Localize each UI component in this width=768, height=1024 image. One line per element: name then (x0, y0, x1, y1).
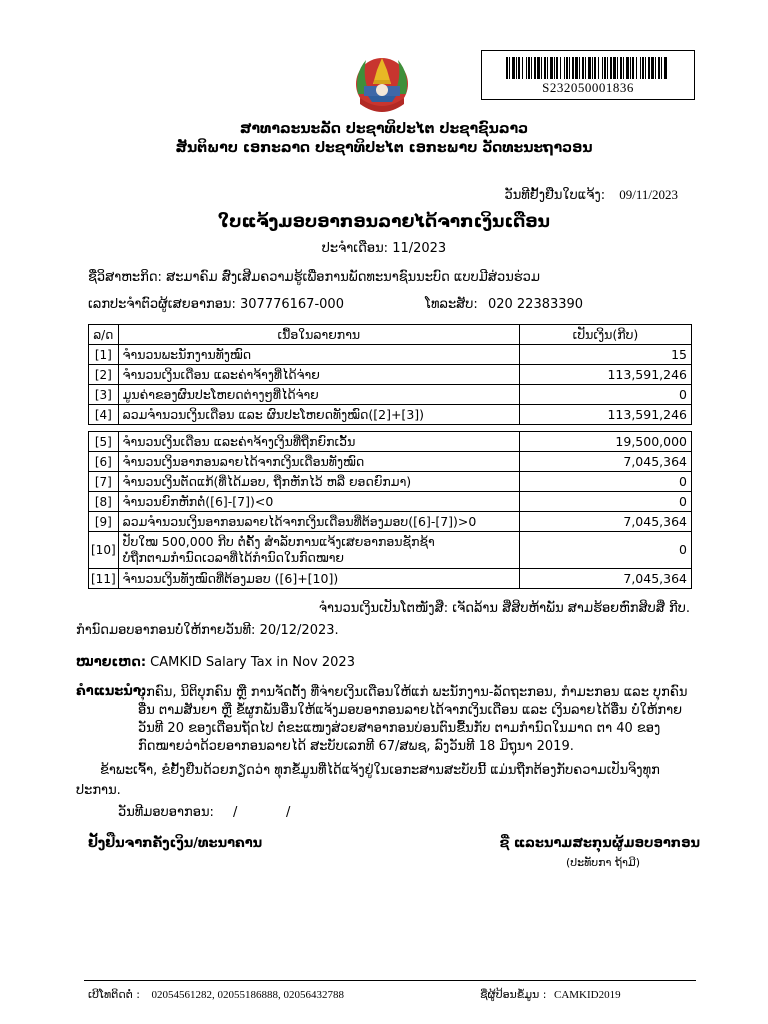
barcode-bar (528, 57, 530, 79)
note (76, 655, 355, 670)
bank-certification-signature: ຢັ້ງຢືນຈາກຄັງເງິນ/ທະນາຄານ (88, 836, 263, 851)
row-no: [5] (89, 432, 119, 452)
row-description: ຈຳນວນເງິນເດືອນ ແລະຄ່າຈ້າງທີ່ໄດ້ຈ່າຍ (118, 365, 519, 385)
barcode-bar (560, 57, 561, 79)
table-row (89, 472, 692, 492)
row-amount: 7,045,364 (520, 512, 692, 532)
barcode-bar (518, 57, 520, 79)
barcode-bar (506, 57, 508, 79)
lao-national-emblem (348, 50, 416, 122)
period-label: ປະຈຳເດືອນ: (321, 241, 389, 256)
row-description: ຈຳນວນເງິນເດືອນ ແລະຄ່າຈ້າງເງິນທີ່ຖືກຍົກເວັ້ນ (118, 432, 519, 452)
barcode-bar (592, 57, 593, 79)
row-amount: 0 (520, 492, 692, 512)
barcode-bar (632, 57, 634, 79)
table-row (89, 365, 692, 385)
barcode-bar (602, 57, 603, 79)
stamp-note: (ປະທັບກາ ຖ້າມີ) (565, 856, 640, 869)
row-no: [11] (89, 569, 119, 589)
barcode-bar (630, 57, 631, 79)
barcode-bar (588, 57, 591, 79)
row-description: ຈຳນວນພະນັກງານທັງໝົດ (118, 345, 519, 365)
instructions-text: ບຸກຄົນ, ນິຕິບຸກຄົນ ຫຼື ການຈັດຕັ້ງ ທີ່ຈ່າຍເງິນເດືອນໃຫ້ແກ່ ພະນັກງານ-ລັດຖະກອນ, ກຳມະກອນ ແລະ ບຸກຄົນອື່ນ ຕາມສັນຍາ ຫຼື ຂໍ້ຜູກພັນອື່ນໃຫ້ແຈ້ງມອບອາກອນລາຍໄດ້ຈາກເງິນເດືອນ ແລະ ເງິນລາຍໄດ້ອື່ນ ບໍ່ໃຫ້ກາຍ ວັນທີ 20 ຂອງເດືອນຖັດໄປ ຕໍ່ຂະແໜງສ່ວຍສາອາກອນບ່ອນຕົນຂື້ນກັບ ຕາມກຳນົດໃນມາດ ຕາ 40 ຂອງກົດໝາຍວ່າດ້ວຍອາກອນລາຍໄດ້ ສະບັບເລກທີ 67/ສພຊ, ລົງວັນທີ 18 ມິຖຸນາ 2019. (138, 685, 688, 754)
row-description: ຈຳນວນເງິນອາກອນລາຍໄດ້ຈາກເງິນເດືອນທັງໝົດ (118, 452, 519, 472)
company-value: ສະມາຄົມ ສົ່ງເສີມຄວາມຮູ້ເພື່ອການພັດທະນາຊົນນະບົດ ແບບມີສ່ວນຮ່ວມ (166, 270, 540, 285)
taxpayer-id-value: 307776167-000 (240, 297, 344, 312)
barcode-bar (617, 57, 618, 79)
barcode-bar (550, 57, 553, 79)
barcode-bar (664, 57, 667, 79)
header-description: ເນື້ອໃນລາຍການ (118, 325, 519, 345)
row-no: [4] (89, 405, 119, 425)
row-no: [2] (89, 365, 119, 385)
phone-value: 020 22383390 (487, 297, 584, 312)
payment-deadline (76, 623, 339, 638)
row-amount: 0 (520, 472, 692, 492)
barcode-bar (645, 57, 646, 79)
barcode-bar (604, 57, 606, 79)
barcode-bar (636, 57, 637, 79)
row-description: ຈຳນວນເງິນທັງໝົດທີ່ຕ້ອງມອບ ([6]+[10]) (118, 569, 519, 589)
user-value: CAMKID2019 (553, 989, 621, 1001)
barcode-bar (575, 57, 578, 79)
barcode-bar (655, 57, 656, 79)
row-description-line2: ບໍ່ຖືກຕາມກຳນົດເວລາທີ່ໄດ້ກຳນົດໃນກົດໝາຍ (122, 550, 345, 565)
table-row (89, 405, 692, 425)
table-row (89, 345, 692, 365)
row-amount: 113,591,246 (520, 405, 692, 425)
deadline-value: 20/12/2023. (259, 623, 339, 638)
barcode-bar (556, 57, 558, 79)
table-row (89, 492, 692, 512)
row-no: [8] (89, 492, 119, 512)
barcode-bar (613, 57, 616, 79)
header-no: ລ/ດ (89, 325, 119, 345)
contact-value: 02054561282, 02055186888, 02056432788 (151, 989, 344, 1001)
barcode-bar (509, 57, 510, 79)
note-value: CAMKID Salary Tax in Nov 2023 (150, 655, 355, 670)
taxpayer-id-label: ເລກປະຈຳຕົວຜູ້ເສຍອາກອນ: (88, 297, 236, 312)
country-motto: ສັນຕິພາບ ເອກະລາດ ປະຊາທິປະໄຕ ເອກະພາບ ວັດທະນະຖາວອນ (175, 140, 593, 156)
barcode-bar (585, 57, 586, 79)
issue-date-label: ວັນທີຢັ້ງຢືນໃບແຈ້ງ: (504, 188, 606, 203)
barcode-bar (598, 57, 599, 79)
barcode-bar (522, 57, 523, 79)
barcode-bar (572, 57, 574, 79)
row-no: [9] (89, 512, 119, 532)
table-row (89, 532, 692, 569)
note-label: ໝາຍເຫດ: (76, 655, 147, 670)
row-no: [3] (89, 385, 119, 405)
footer-divider (84, 980, 696, 981)
row-no: [1] (89, 345, 119, 365)
row-amount: 0 (520, 385, 692, 405)
payment-date-label: ວັນທີມອບອາກອນ: (118, 805, 214, 820)
barcode-bar (651, 57, 654, 79)
barcode-bar (610, 57, 612, 79)
barcode-bar (640, 57, 641, 79)
table-row (89, 385, 692, 405)
issue-date-value: 09/11/2023 (619, 187, 678, 202)
barcode-bar (623, 57, 624, 79)
phone-label: ໂທລະສັບ: (425, 297, 478, 312)
barcode-bar (582, 57, 584, 79)
barcode-bar (569, 57, 570, 79)
header-amount: ເປັນເງິນ(ກີບ) (520, 325, 692, 345)
row-amount: 0 (520, 532, 692, 569)
table-header-row (89, 325, 692, 345)
barcode-bar (648, 57, 650, 79)
barcode-bar (642, 57, 644, 79)
row-description: ລວມຈຳນວນເງິນເດືອນ ແລະ ຜົນປະໂຫຍດທັງໝົດ([2]+[3]) (118, 405, 519, 425)
barcode-bar (594, 57, 596, 79)
company-name (88, 270, 540, 285)
barcode-bar (620, 57, 622, 79)
row-amount: 113,591,246 (520, 365, 692, 385)
row-no: [6] (89, 452, 119, 472)
barcode-bar (661, 57, 662, 79)
footer-contact (88, 988, 344, 1001)
barcode-bar (526, 57, 527, 79)
issue-date (504, 187, 678, 203)
instructions-label: ຄຳແນະນຳ: (76, 684, 146, 699)
row-description: ມູນຄ່າຂອງຜົນປະໂຫຍດຕ່າງໆທີ່ໄດ້ຈ່າຍ (118, 385, 519, 405)
row-amount: 7,045,364 (520, 452, 692, 472)
amount-in-words: ຈຳນວນເງິນເປັນໂຕໜັງສື: ເຈັດລ້ານ ສີ່ສິບຫ້າພັນ ສາມຮ້ອຍຫົກສິບສີ່ ກີບ. (318, 601, 690, 616)
row-description-line1: ປັບໃໝ 500,000 ກີບ ຕໍ່ຄັ້ງ ສຳລັບການແຈ້ງເສຍອາກອນຊັກຊ້າ (122, 534, 435, 549)
document-barcode (481, 50, 695, 100)
row-description: ຈຳນວນເງິນຕັດແກ້(ທີ່ໄດ້ມອບ, ຖືກຫັກໄວ້ ຫລື ຍອດຍົກມາ) (118, 472, 519, 492)
table-row (89, 432, 692, 452)
barcode-bar (547, 57, 548, 79)
period-value: 11/2023 (392, 241, 447, 256)
barcode-bar (626, 57, 629, 79)
footer-user (480, 988, 621, 1001)
declaration: ຂ້າພະເຈົ້າ, ຂໍຢັ້ງຢືນດ້ວຍກຽດວ່າ ທຸກຂໍ້ມູນທີ່ໄດ້ແຈ້ງຢູ່ໃນເອກະສານສະບັບນີ້ ແມ່ນຖືກຕ້ອງກັບຄວາມເປັນຈິງທຸກປະການ. (76, 763, 660, 798)
payment-date-slash: / (286, 805, 291, 820)
row-amount: 15 (520, 345, 692, 365)
barcode-bar (516, 57, 517, 79)
row-no: [10] (89, 532, 119, 569)
barcode-bar (564, 57, 565, 79)
barcode-bar (541, 57, 542, 79)
table-row (89, 569, 692, 589)
taxpayer-id (88, 297, 344, 312)
barcode-bar (534, 57, 536, 79)
row-amount: 7,045,364 (520, 569, 692, 589)
table-spacer (89, 425, 692, 432)
table-row (89, 452, 692, 472)
taxpayer-signature: ຊື່ ແລະນາມສະກຸນຜູ້ມອບອາກອນ (499, 836, 700, 851)
row-amount: 19,500,000 (520, 432, 692, 452)
contact-label: ເບີໂທຕິດຕໍ່ : (88, 988, 140, 1001)
barcode-bar (566, 57, 568, 79)
country-heading: ສາທາລະນະລັດ ປະຊາທິປະໄຕ ປະຊາຊົນລາວ (239, 121, 529, 137)
tax-items-table (88, 324, 692, 589)
barcode-bars (506, 57, 670, 79)
user-label: ຊື່ຜູ້ປ້ອນຂໍ້ມູນ : (480, 988, 547, 1001)
barcode-bar (537, 57, 540, 79)
document-title: ໃບແຈ້ງມອບອາກອນລາຍໄດ້ຈາກເງິນເດືອນ (218, 212, 550, 232)
barcode-bar (544, 57, 546, 79)
company-label: ຊື່ວິສາຫະກິດ: (88, 270, 162, 285)
barcode-bar (531, 57, 532, 79)
period (0, 241, 768, 256)
barcode-bar (607, 57, 608, 79)
barcode-number: S232050001836 (542, 80, 634, 95)
barcode-bar (579, 57, 580, 79)
row-no: [7] (89, 472, 119, 492)
row-description: ລວມຈຳນວນເງິນອາກອນລາຍໄດ້ຈາກເງິນເດືອນທີ່ຕ້ອງມອບ([6]-[7])>0 (118, 512, 519, 532)
phone (425, 297, 583, 312)
payment-date-slash: / (233, 805, 238, 820)
row-description: ຈຳນວນຍົກຫັກຕໍ່([6]-[7])<0 (118, 492, 519, 512)
deadline-label: ກຳນົດມອບອາກອນບໍ່ໃຫ້ກາຍວັນທີ: (76, 623, 256, 638)
table-row (89, 512, 692, 532)
barcode-bar (658, 57, 660, 79)
barcode-bar (554, 57, 555, 79)
barcode-bar (512, 57, 515, 79)
row-description (118, 532, 519, 569)
